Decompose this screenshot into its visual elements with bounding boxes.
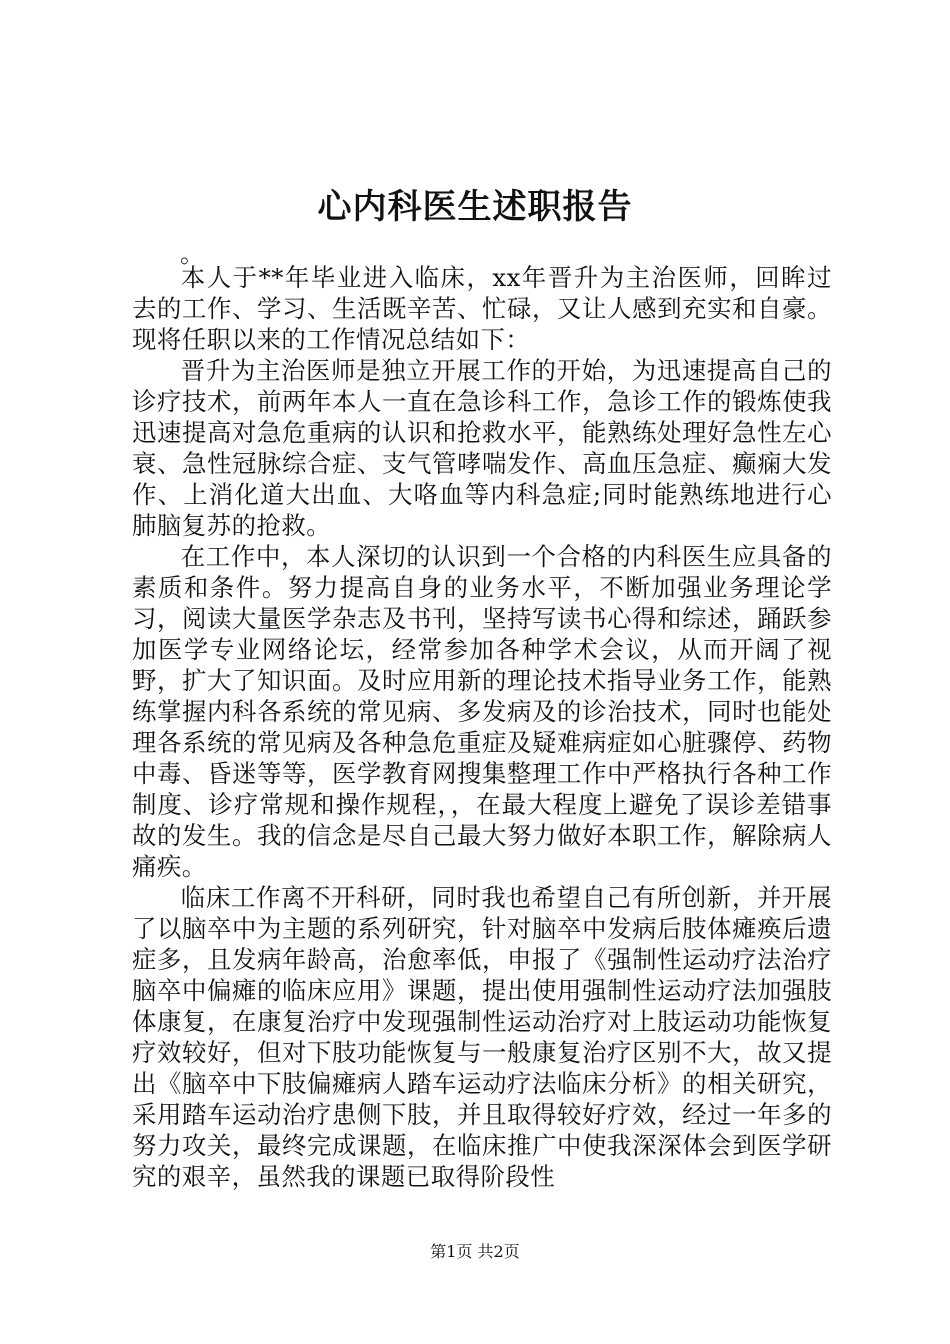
paragraph-2: 晋升为主治医师是独立开展工作的开始，为迅速提高自己的诊疗技术，前两年本人一直在急诊科工作，急诊工作的锻炼使我迅速提高对急危重病的认识和抢救水平，能熟练处理好急性左心衰、急性冠脉综合症、支气管哮喘发作、高血压急症、癫痫大发作、上消化道大出血、大咯血等内科急症;同时能熟练地进行心肺脑复苏的抢救。: [132, 356, 832, 540]
paragraph-3: 在工作中，本人深切的认识到一个合格的内科医生应具备的素质和条件。努力提高自身的业务水平，不断加强业务理论学习，阅读大量医学杂志及书刊，坚持写读书心得和综述，踊跃参加医学专业网络论坛，经常参加各种学术会议，从而开阔了视野，扩大了知识面。及时应用新的理论技术指导业务工作，能熟练掌握内科各系统的常见病、多发病及的诊治技术，同时也能处理各系统的常见病及各种急危重症及疑难病症如心脏骤停、药物中毒、昏迷等等，医学教育网搜集整理工作中严格执行各种工作制度、诊疗常规和操作规程，，在最大程度上避免了误诊差错事故的发生。我的信念是尽自己最大努力做好本职工作，解除病人痛疾。: [132, 542, 832, 881]
paragraph-1: 本人于**年毕业进入临床，xx年晋升为主治医师，回眸过去的工作、学习、生活既辛苦、忙碌，又让人感到充实和自豪。现将任职以来的工作情况总结如下：: [132, 263, 832, 354]
document-title: 心内科医生述职报告: [317, 187, 633, 227]
paragraph-4: 临床工作离不开科研，同时我也希望自己有所创新，并开展了以脑卒中为主题的系列研究，针对脑卒中发病后肢体瘫痪后遗症多，且发病年龄高，治愈率低，申报了《强制性运动疗法治疗脑卒中偏瘫的临床应用》课题，提出使用强制性运动疗法加强肢体康复，在康复治疗中发现强制性运动治疗对上肢运动功能恢复疗效较好，但对下肢功能恢复与一般康复治疗区别不大，故又提出《脑卒中下肢偏瘫病人踏车运动疗法临床分析》的相关研究，采用踏车运动治疗患侧下肢，并且取得较好疗效，经过一年多的努力攻关，最终完成课题，在临床推广中使我深深体会到医学研究的艰辛，虽然我的课题已取得阶段性: [132, 883, 832, 1191]
document-body: [132, 240, 832, 1192]
page-footer: 第1页 共2页: [430, 1242, 520, 1261]
leading-mark: 。: [180, 240, 204, 268]
